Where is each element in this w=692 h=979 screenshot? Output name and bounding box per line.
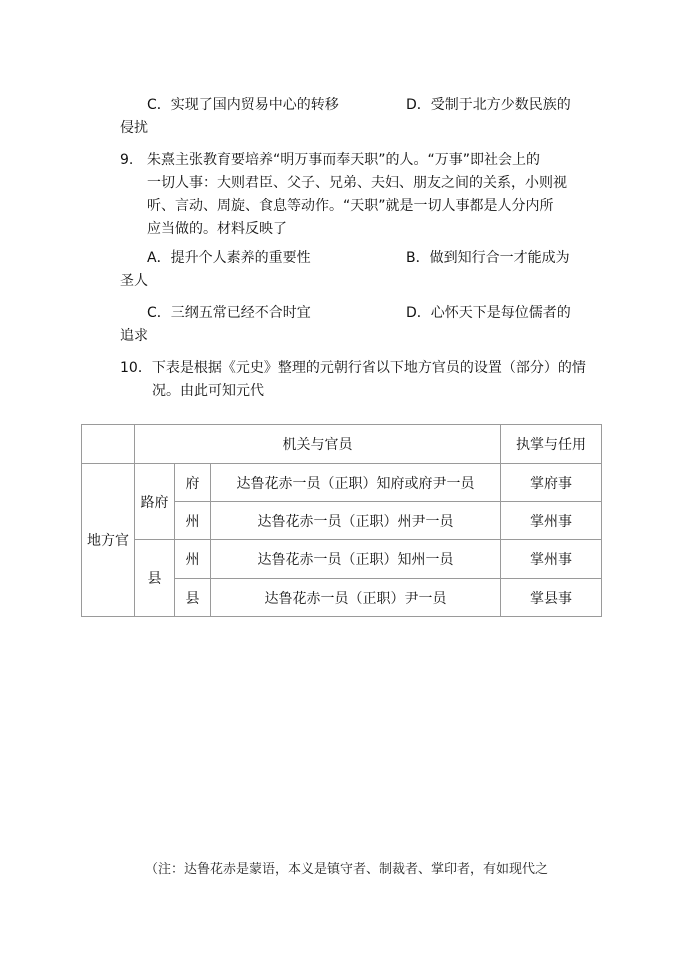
table-officials: 达鲁花赤一员（正职）尹一员 [211,579,501,617]
q9-option-b: B．做到知行合一才能成为 [406,250,570,266]
table-officials: 达鲁花赤一员（正职）知州一员 [211,540,501,579]
q9-option-b-cont: 圣人 [120,273,148,289]
table-header-blank [82,425,135,464]
q10-line-2: 况。由此可知元代 [152,383,264,399]
table-header-duty: 执掌与任用 [501,425,602,464]
q9-option-c: C．三纲五常已经不合时宜 [147,305,311,321]
officials-table [81,424,601,617]
q8-option-d-cont: 侵扰 [120,120,148,136]
q9-stem-line-3: 听、言动、周旋、食息等动作。“天职”就是一切人事都是人分内所 [147,198,554,214]
q8-option-d: D．受制于北方少数民族的 [406,97,571,113]
table-lufu-label: 路府 [135,464,175,540]
q10-line-1: 10．下表是根据《元史》整理的元朝行省以下地方官员的设置（部分）的情 [120,360,586,376]
table-duty: 掌县事 [501,579,602,617]
q9-stem-line-1: 朱熹主张教育要培养“明万事而奉天职”的人。“万事”即社会上的 [147,152,541,168]
q9-stem-line-4: 应当做的。材料反映了 [147,221,287,237]
q9-option-d-cont: 追求 [120,328,148,344]
table-row [82,464,602,502]
q9-option-d: D．心怀天下是每位儒者的 [406,305,571,321]
table-row-group-label: 地方官 [82,464,135,617]
table-duty: 掌府事 [501,464,602,502]
q8-option-c: C．实现了国内贸易中心的转移 [147,97,339,113]
table-footnote: （注：达鲁花赤是蒙语，本义是镇守者、制裁者、掌印者，有如现代之 [145,862,549,877]
table-officials: 达鲁花赤一员（正职）知府或府尹一员 [211,464,501,502]
table-duty: 掌州事 [501,502,602,540]
table-unit: 州 [175,540,211,579]
q9-option-a: A．提升个人素养的重要性 [147,250,311,266]
table-row [82,540,602,579]
table-duty: 掌州事 [501,540,602,579]
table-unit: 府 [175,464,211,502]
q9-stem-line-2: 一切人事：大则君臣、父子、兄弟、夫妇、朋友之间的关系，小则视 [147,175,567,191]
table-unit: 州 [175,502,211,540]
table-xian-label: 县 [135,540,175,617]
table-officials: 达鲁花赤一员（正职）州尹一员 [211,502,501,540]
q9-number: 9. [120,152,134,168]
table-unit: 县 [175,579,211,617]
table-header-org: 机关与官员 [135,425,501,464]
